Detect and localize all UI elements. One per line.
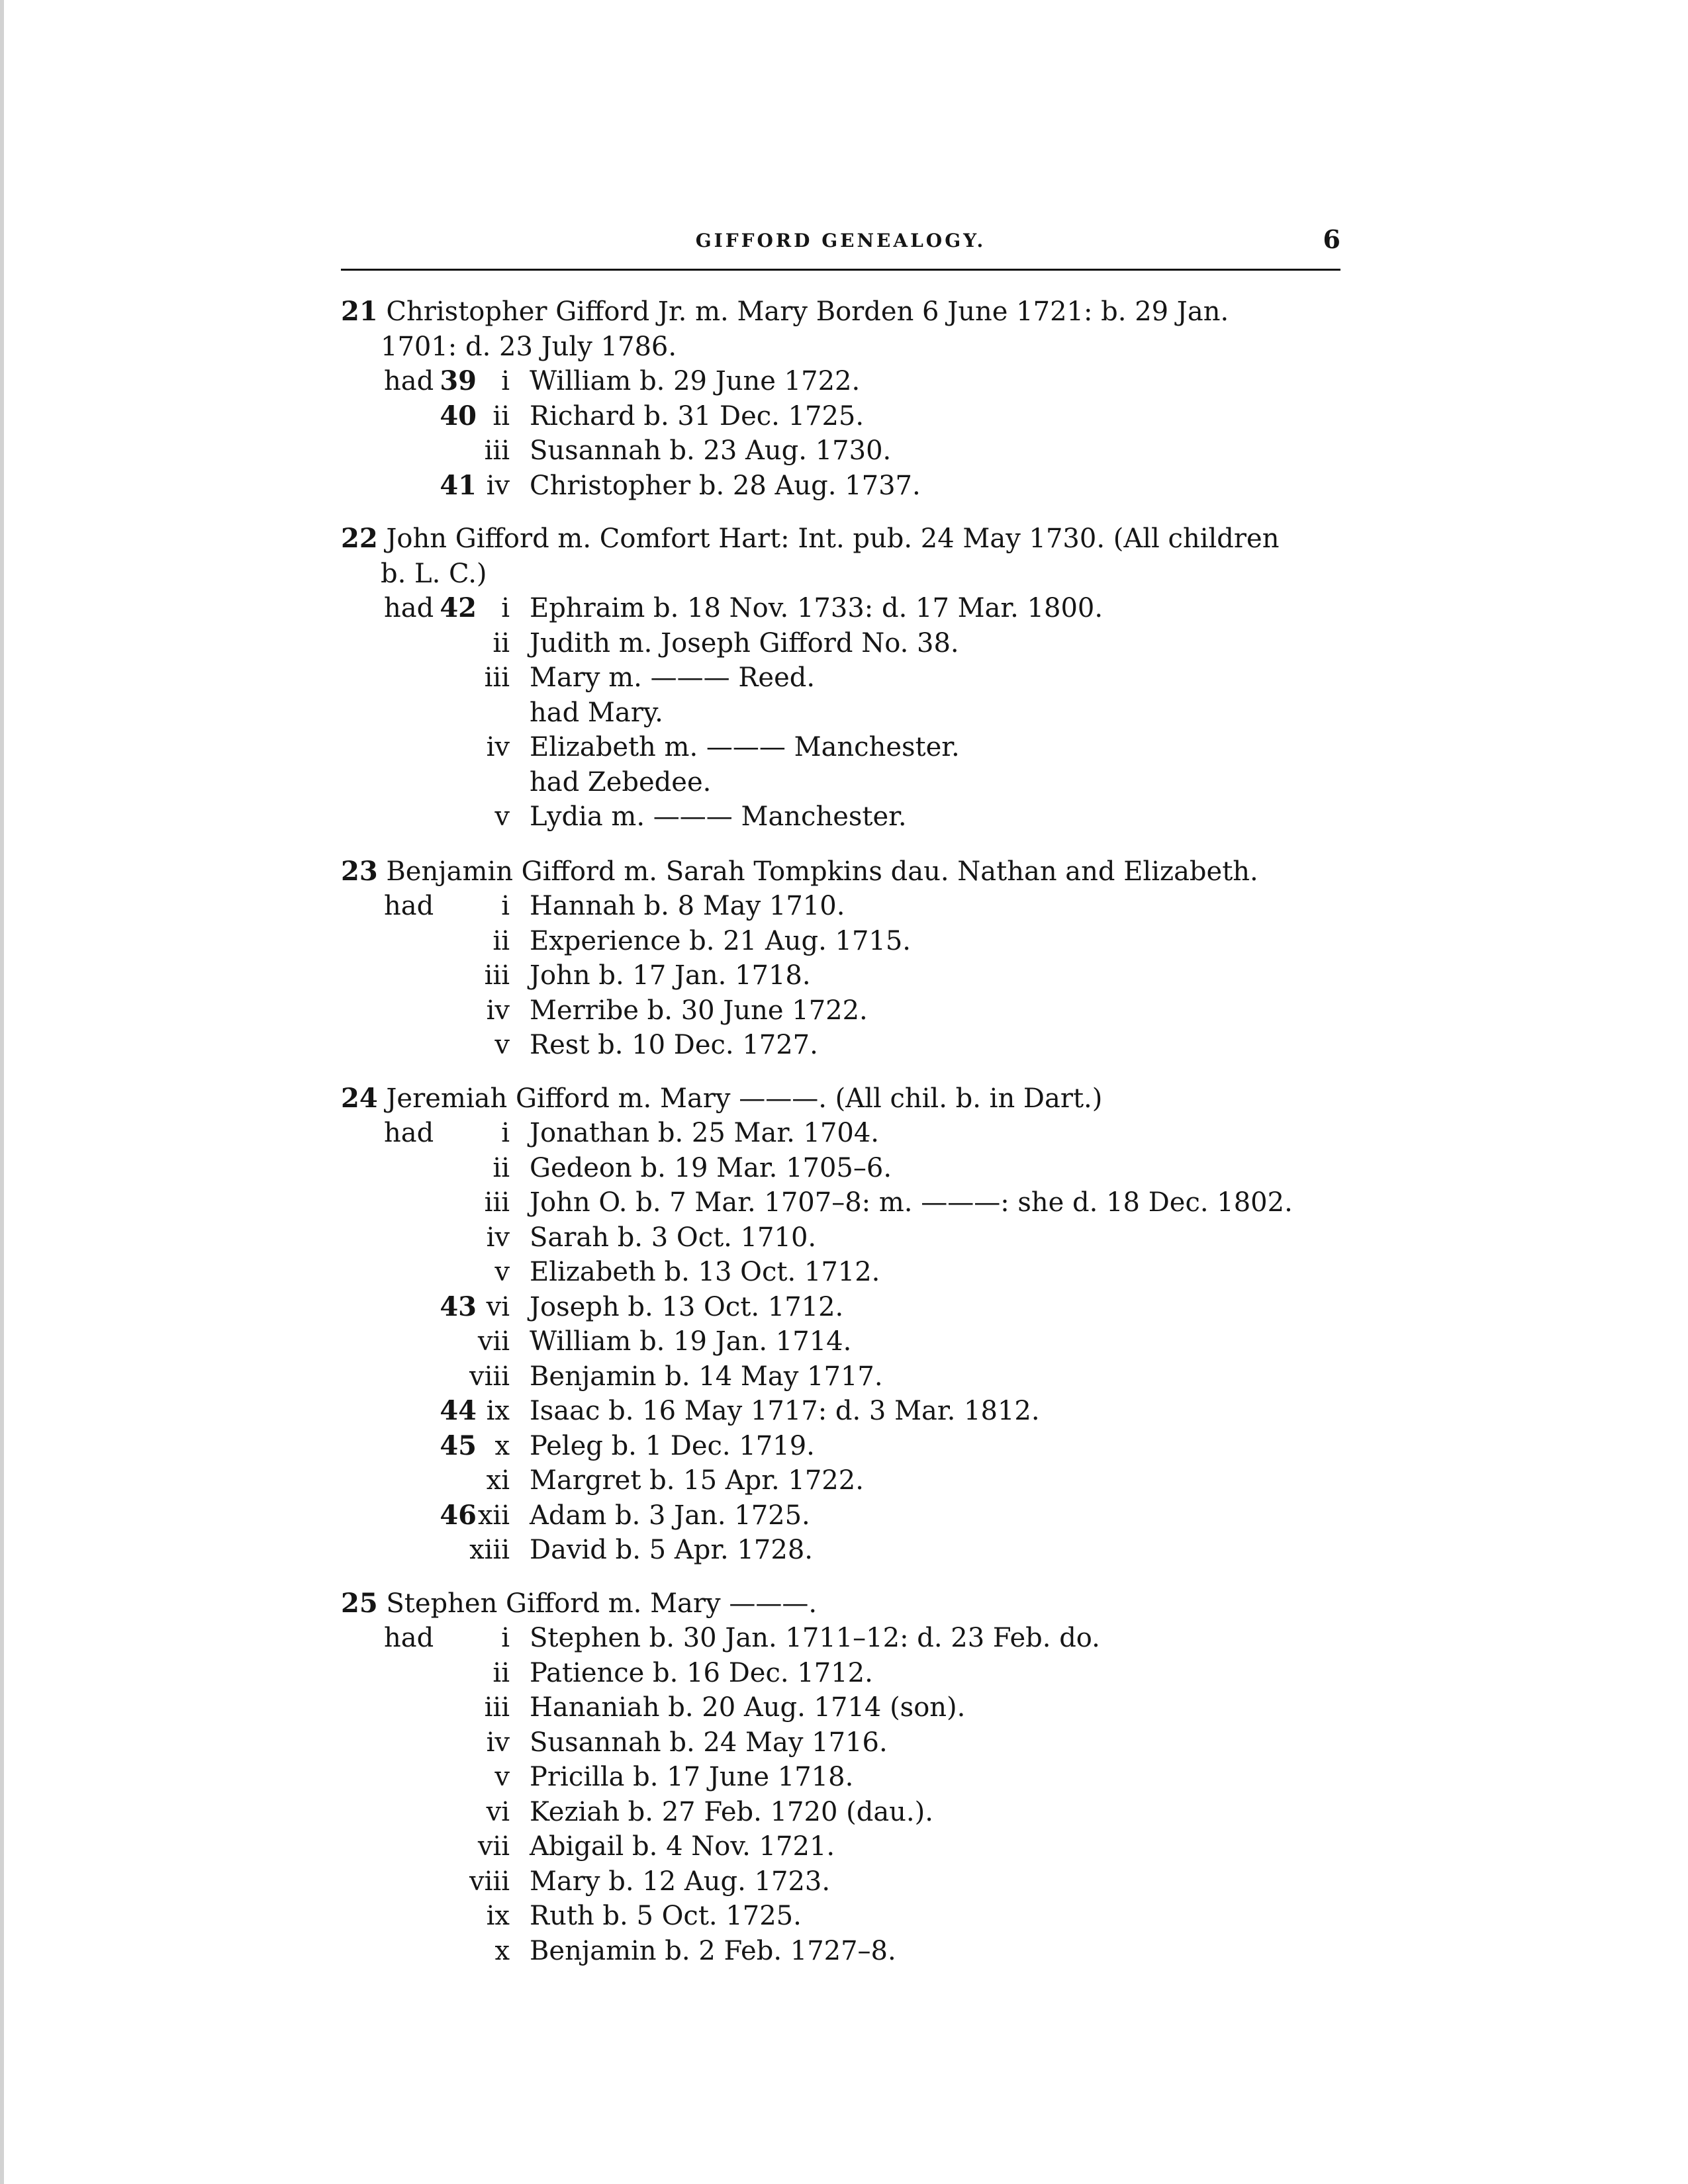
child-row <box>341 1725 1340 1760</box>
child-row <box>341 1760 1340 1795</box>
child-text: Gedeon b. 19 Mar. 1705–6. <box>530 1152 892 1183</box>
child-roman-numeral: iv <box>486 1222 510 1253</box>
child-row <box>341 626 1340 661</box>
child-note: had Zebedee. <box>530 766 712 797</box>
child-text: Keziah b. 27 Feb. 1720 (dau.). <box>530 1796 933 1827</box>
child-text: Susannah b. 23 Aug. 1730. <box>530 435 892 466</box>
child-roman-numeral: iii <box>484 1692 510 1723</box>
child-roman-numeral: ix <box>486 1901 510 1931</box>
entry-heading <box>341 1081 1340 1116</box>
child-roman-numeral: viii <box>469 1361 510 1392</box>
child-roman-numeral: iv <box>486 1727 510 1758</box>
entry-heading <box>341 854 1340 889</box>
child-text: John O. b. 7 Mar. 1707–8: m. ———: she d. 18 Dec. 1802. <box>530 1187 1293 1218</box>
child-row <box>341 1185 1340 1220</box>
child-row <box>341 889 1340 924</box>
child-row <box>341 730 1340 765</box>
child-entry-number: 42 <box>440 592 477 623</box>
entry-heading-continuation: 1701: d. 23 July 1786. <box>381 331 677 362</box>
child-text: Susannah b. 24 May 1716. <box>530 1727 888 1758</box>
genealogy-body <box>341 295 1340 1987</box>
genealogy-entry <box>341 295 1340 503</box>
child-roman-numeral: iv <box>486 732 510 762</box>
child-row <box>341 1151 1340 1186</box>
child-row <box>341 1028 1340 1063</box>
entry-heading-text: Jeremiah Gifford m. Mary ———. (All chil. b. in Dart.) <box>386 1083 1103 1114</box>
child-text: Benjamin b. 14 May 1717. <box>530 1361 883 1392</box>
child-row <box>341 1934 1340 1969</box>
child-text: Margret b. 15 Apr. 1722. <box>530 1465 864 1496</box>
entry-heading <box>341 295 1340 330</box>
child-text: Rest b. 10 Dec. 1727. <box>530 1030 818 1060</box>
entry-heading-text: Benjamin Gifford m. Sarah Tompkins dau. Nathan and Elizabeth. <box>386 856 1258 887</box>
child-text: Judith m. Joseph Gifford No. 38. <box>530 627 959 659</box>
child-roman-numeral: v <box>494 1257 510 1287</box>
child-roman-numeral: vii <box>477 1326 510 1357</box>
child-text: Patience b. 16 Dec. 1712. <box>530 1657 873 1688</box>
child-text: Ephraim b. 18 Nov. 1733: d. 17 Mar. 1800. <box>530 593 1103 623</box>
child-roman-numeral: xi <box>486 1465 510 1496</box>
had-label: had <box>384 1623 434 1653</box>
child-roman-numeral: iii <box>484 662 510 693</box>
child-text: Abigail b. 4 Nov. 1721. <box>530 1831 835 1862</box>
child-text: Ruth b. 5 Oct. 1725. <box>530 1901 802 1931</box>
child-row <box>341 1220 1340 1255</box>
entry-heading-text: John Gifford m. Comfort Hart: Int. pub. 24 May 1730. (All children <box>386 523 1280 554</box>
entry-number: 23 <box>341 855 378 887</box>
genealogy-entry <box>341 1081 1340 1568</box>
child-text: Christopher b. 28 Aug. 1737. <box>530 470 921 501</box>
child-roman-numeral: iii <box>484 960 510 991</box>
page-number: 6 <box>1323 224 1340 254</box>
entry-heading-text: Stephen Gifford m. Mary ———. <box>386 1588 818 1619</box>
header-rule <box>341 269 1340 271</box>
genealogy-entry <box>341 854 1340 1063</box>
child-text: Experience b. 21 Aug. 1715. <box>530 925 912 956</box>
child-text: Isaac b. 16 May 1717: d. 3 Mar. 1812. <box>530 1396 1040 1426</box>
child-row <box>341 1116 1340 1151</box>
child-row <box>341 660 1340 696</box>
child-roman-numeral: xiii <box>469 1535 510 1565</box>
child-row <box>341 1656 1340 1691</box>
child-entry-number: 46 <box>440 1499 477 1531</box>
child-text: Benjamin b. 2 Feb. 1727–8. <box>530 1935 896 1966</box>
child-row <box>341 1864 1340 1899</box>
child-entry-number: 43 <box>440 1291 477 1322</box>
child-roman-numeral: ii <box>492 925 510 956</box>
child-roman-numeral: iv <box>486 995 510 1026</box>
genealogy-entry <box>341 1586 1340 1969</box>
child-row <box>341 1429 1340 1464</box>
child-row <box>341 1290 1340 1325</box>
child-roman-numeral: iii <box>484 435 510 466</box>
child-roman-numeral: x <box>494 1935 510 1966</box>
child-roman-numeral: ii <box>492 1152 510 1183</box>
child-row <box>341 364 1340 399</box>
child-text: John b. 17 Jan. 1718. <box>530 960 811 991</box>
child-roman-numeral: i <box>501 366 510 396</box>
child-row <box>341 799 1340 835</box>
child-row <box>341 993 1340 1028</box>
child-row <box>341 1359 1340 1394</box>
child-note: had Mary. <box>530 697 663 728</box>
child-text: Mary m. ——— Reed. <box>530 662 816 693</box>
child-text: Elizabeth b. 13 Oct. 1712. <box>530 1257 880 1287</box>
child-text: William b. 29 June 1722. <box>530 366 861 396</box>
child-entry-number: 41 <box>440 469 477 501</box>
child-roman-numeral: v <box>494 801 510 832</box>
child-entry-number: 39 <box>440 365 477 396</box>
had-label: had <box>384 1118 434 1148</box>
child-roman-numeral: iii <box>484 1187 510 1218</box>
child-roman-numeral: iv <box>486 470 510 501</box>
child-row <box>341 591 1340 626</box>
child-text: David b. 5 Apr. 1728. <box>530 1535 813 1565</box>
child-roman-numeral: x <box>494 1430 510 1461</box>
child-roman-numeral: ii <box>492 627 510 659</box>
child-row <box>341 1498 1340 1533</box>
child-roman-numeral: ix <box>486 1396 510 1426</box>
child-text: Elizabeth m. ——— Manchester. <box>530 732 960 762</box>
entry-number: 22 <box>341 523 378 554</box>
child-roman-numeral: v <box>494 1762 510 1792</box>
child-row <box>341 1795 1340 1830</box>
child-text: Stephen b. 30 Jan. 1711–12: d. 23 Feb. do. <box>530 1623 1100 1653</box>
genealogy-entry <box>341 522 1340 835</box>
child-entry-number: 40 <box>440 400 477 432</box>
child-row <box>341 1899 1340 1934</box>
page-header <box>341 222 1340 261</box>
child-roman-numeral: vi <box>486 1796 510 1827</box>
child-text: Sarah b. 3 Oct. 1710. <box>530 1222 817 1253</box>
child-entry-number: 45 <box>440 1430 477 1461</box>
child-row <box>341 924 1340 959</box>
page-edge <box>0 0 4 2184</box>
child-roman-numeral: xii <box>477 1500 510 1531</box>
child-row <box>341 1621 1340 1656</box>
child-row <box>341 1690 1340 1725</box>
entry-heading-continuation: b. L. C.) <box>381 558 487 589</box>
child-text: Peleg b. 1 Dec. 1719. <box>530 1430 815 1461</box>
entry-heading <box>341 522 1340 557</box>
entry-heading <box>341 1586 1340 1621</box>
child-row <box>341 1533 1340 1568</box>
entry-heading-text: Christopher Gifford Jr. m. Mary Borden 6 June 1721: b. 29 Jan. <box>386 296 1229 327</box>
child-roman-numeral: ii <box>492 1657 510 1688</box>
child-row <box>341 433 1340 469</box>
child-text: Pricilla b. 17 June 1718. <box>530 1762 854 1792</box>
child-text: Hananiah b. 20 Aug. 1714 (son). <box>530 1692 966 1723</box>
running-head: GIFFORD GENEALOGY. <box>695 230 986 251</box>
child-text: Lydia m. ——— Manchester. <box>530 801 907 832</box>
child-roman-numeral: vi <box>486 1291 510 1322</box>
child-roman-numeral: i <box>501 891 510 921</box>
child-roman-numeral: viii <box>469 1866 510 1897</box>
child-roman-numeral: v <box>494 1030 510 1060</box>
child-roman-numeral: i <box>501 593 510 623</box>
had-label: had <box>384 366 434 396</box>
entry-number: 21 <box>341 296 378 327</box>
child-text: William b. 19 Jan. 1714. <box>530 1326 852 1357</box>
entry-number: 25 <box>341 1587 378 1619</box>
child-roman-numeral: i <box>501 1623 510 1653</box>
child-row <box>341 1463 1340 1498</box>
child-row <box>341 399 1340 434</box>
had-label: had <box>384 593 434 623</box>
child-text: Jonathan b. 25 Mar. 1704. <box>530 1118 880 1148</box>
child-text: Mary b. 12 Aug. 1723. <box>530 1866 831 1897</box>
child-row <box>341 1255 1340 1290</box>
entry-number: 24 <box>341 1082 378 1114</box>
child-row <box>341 1324 1340 1359</box>
child-text: Adam b. 3 Jan. 1725. <box>530 1500 810 1531</box>
child-entry-number: 44 <box>440 1395 477 1426</box>
child-row <box>341 1394 1340 1429</box>
child-row <box>341 469 1340 504</box>
child-roman-numeral: ii <box>492 400 510 432</box>
child-roman-numeral: i <box>501 1118 510 1148</box>
child-text: Hannah b. 8 May 1710. <box>530 891 845 921</box>
child-text: Richard b. 31 Dec. 1725. <box>530 400 865 432</box>
child-row <box>341 1829 1340 1864</box>
child-roman-numeral: vii <box>477 1831 510 1862</box>
had-label: had <box>384 891 434 921</box>
child-text: Joseph b. 13 Oct. 1712. <box>530 1291 844 1322</box>
child-text: Merribe b. 30 June 1722. <box>530 995 868 1026</box>
child-row <box>341 958 1340 993</box>
